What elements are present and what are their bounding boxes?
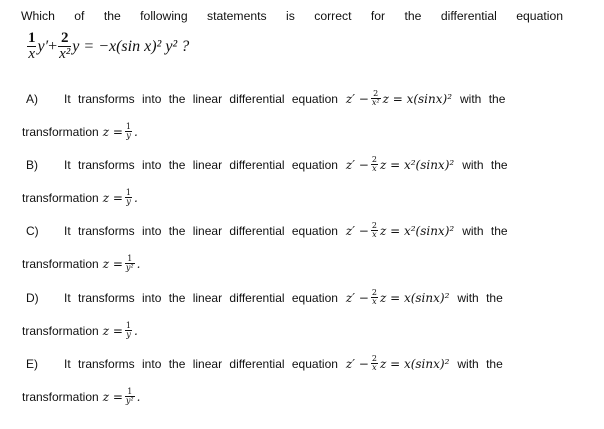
fraction-denominator: y²	[125, 396, 134, 405]
with-the-text: with the	[462, 223, 508, 238]
transformation-formula: z = $\frac{1}{\text{y²}}$ .	[102, 254, 141, 272]
z-fraction	[125, 189, 132, 206]
fraction-numerator: 2	[60, 30, 69, 46]
option-text: It transforms into the linear differential equation	[64, 223, 338, 238]
fraction-denominator: y	[126, 197, 131, 206]
option-equation	[346, 90, 452, 107]
transformation-line	[22, 255, 140, 272]
equation-rhs: z = x(sinx)²	[379, 290, 450, 305]
transformation-label: transformation	[22, 256, 99, 271]
question-word: for	[370, 9, 386, 23]
transformation-label: transformation	[22, 124, 99, 139]
fraction-numerator: 1	[127, 254, 133, 263]
question-word: Which	[21, 9, 55, 23]
equation-rhs: z = x(sinx)²	[382, 91, 453, 106]
fraction-numerator: 2	[371, 354, 377, 363]
transformation-line	[22, 123, 138, 140]
fraction-numerator: 1	[125, 188, 131, 197]
fraction-two-over-x-squared	[58, 31, 71, 62]
fraction-numerator: 1	[127, 387, 133, 396]
fraction-denominator: y	[126, 131, 131, 140]
transformation-formula: z = $\frac{1}{y}$ .	[102, 188, 138, 206]
fraction-denominator: x	[372, 363, 377, 372]
fraction-denominator: y²	[125, 263, 134, 272]
fraction-denominator: x	[372, 230, 377, 239]
option-text: It transforms into the linear differential equation	[64, 91, 338, 106]
equation-lhs: z′ −	[345, 157, 369, 172]
option-text: It transforms into the linear differential equation	[64, 290, 338, 305]
z-fraction	[125, 123, 132, 140]
fraction-numerator: 1	[28, 30, 36, 46]
option-label: E)	[26, 356, 38, 371]
option-equation	[346, 289, 449, 306]
transformation-line	[22, 189, 138, 206]
option-label: A)	[26, 91, 38, 106]
equation-lhs: z′ −	[345, 223, 369, 238]
question-word: of	[74, 9, 85, 23]
option-equation	[346, 222, 454, 239]
fraction-denominator: x²	[59, 46, 71, 62]
question-word: the	[404, 9, 422, 23]
plus-sign: +	[48, 37, 58, 55]
fraction-numerator: 2	[371, 155, 377, 164]
fraction-numerator: 2	[373, 89, 379, 98]
with-the-text: with the	[457, 290, 503, 305]
transformation-formula: z = $\frac{1}{y}$ .	[102, 321, 138, 339]
y-prime: y′	[37, 37, 49, 55]
question-word: is	[286, 9, 295, 23]
equation-rhs: y = −x(sin x)² y² ?	[72, 37, 190, 55]
coefficient-fraction	[371, 355, 378, 372]
fraction-denominator: x²	[371, 98, 380, 107]
option-equation	[346, 156, 454, 173]
question-word: differential	[440, 9, 497, 23]
fraction-denominator: x	[28, 46, 36, 62]
question-word: correct	[314, 9, 352, 23]
transformation-label: transformation	[22, 389, 99, 404]
coefficient-fraction	[371, 289, 378, 306]
coefficient-fraction	[371, 90, 381, 107]
option-label: B)	[26, 157, 38, 172]
equation-rhs: z = x²(sinx)²	[379, 223, 455, 238]
question-line	[21, 9, 563, 23]
question-word: equation	[516, 9, 563, 23]
question-word: following	[140, 9, 188, 23]
transformation-line	[22, 322, 138, 339]
question-equation	[26, 31, 189, 62]
fraction-numerator: 1	[125, 122, 131, 131]
with-the-text: with the	[457, 356, 503, 371]
fraction-denominator: y	[126, 330, 131, 339]
transformation-formula: z = $\frac{1}{\text{y²}}$ .	[102, 387, 141, 405]
option-e[interactable]	[26, 355, 503, 372]
fraction-numerator: 2	[371, 288, 377, 297]
option-label: C)	[26, 223, 39, 238]
transformation-label: transformation	[22, 190, 99, 205]
coefficient-fraction	[371, 156, 378, 173]
option-text: It transforms into the linear differential equation	[64, 157, 338, 172]
fraction-numerator: 2	[371, 221, 377, 230]
z-fraction	[125, 388, 135, 405]
fraction-denominator: x	[372, 164, 377, 173]
equation-lhs: z′ −	[345, 290, 369, 305]
equation-lhs: z′ −	[345, 356, 369, 371]
option-label: D)	[26, 290, 39, 305]
question-word: the	[103, 9, 121, 23]
question-word: statements	[207, 9, 267, 23]
fraction-one-over-x	[27, 31, 37, 62]
equation-rhs: z = x²(sinx)²	[379, 157, 455, 172]
option-b[interactable]	[26, 156, 508, 173]
transformation-formula: z = $\frac{1}{y}$ .	[102, 122, 138, 140]
option-d[interactable]	[26, 289, 503, 306]
option-text: It transforms into the linear differential equation	[64, 356, 338, 371]
option-a[interactable]	[26, 90, 505, 107]
equation-rhs: z = x(sinx)²	[379, 356, 450, 371]
z-fraction	[125, 255, 135, 272]
with-the-text: with the	[460, 91, 506, 106]
with-the-text: with the	[462, 157, 508, 172]
option-equation	[346, 355, 449, 372]
equation-lhs: z′ −	[345, 91, 369, 106]
transformation-line	[22, 388, 140, 405]
fraction-numerator: 1	[125, 321, 131, 330]
transformation-label: transformation	[22, 323, 99, 338]
option-c[interactable]	[26, 222, 508, 239]
fraction-denominator: x	[372, 297, 377, 306]
z-fraction	[125, 322, 132, 339]
coefficient-fraction	[371, 222, 378, 239]
